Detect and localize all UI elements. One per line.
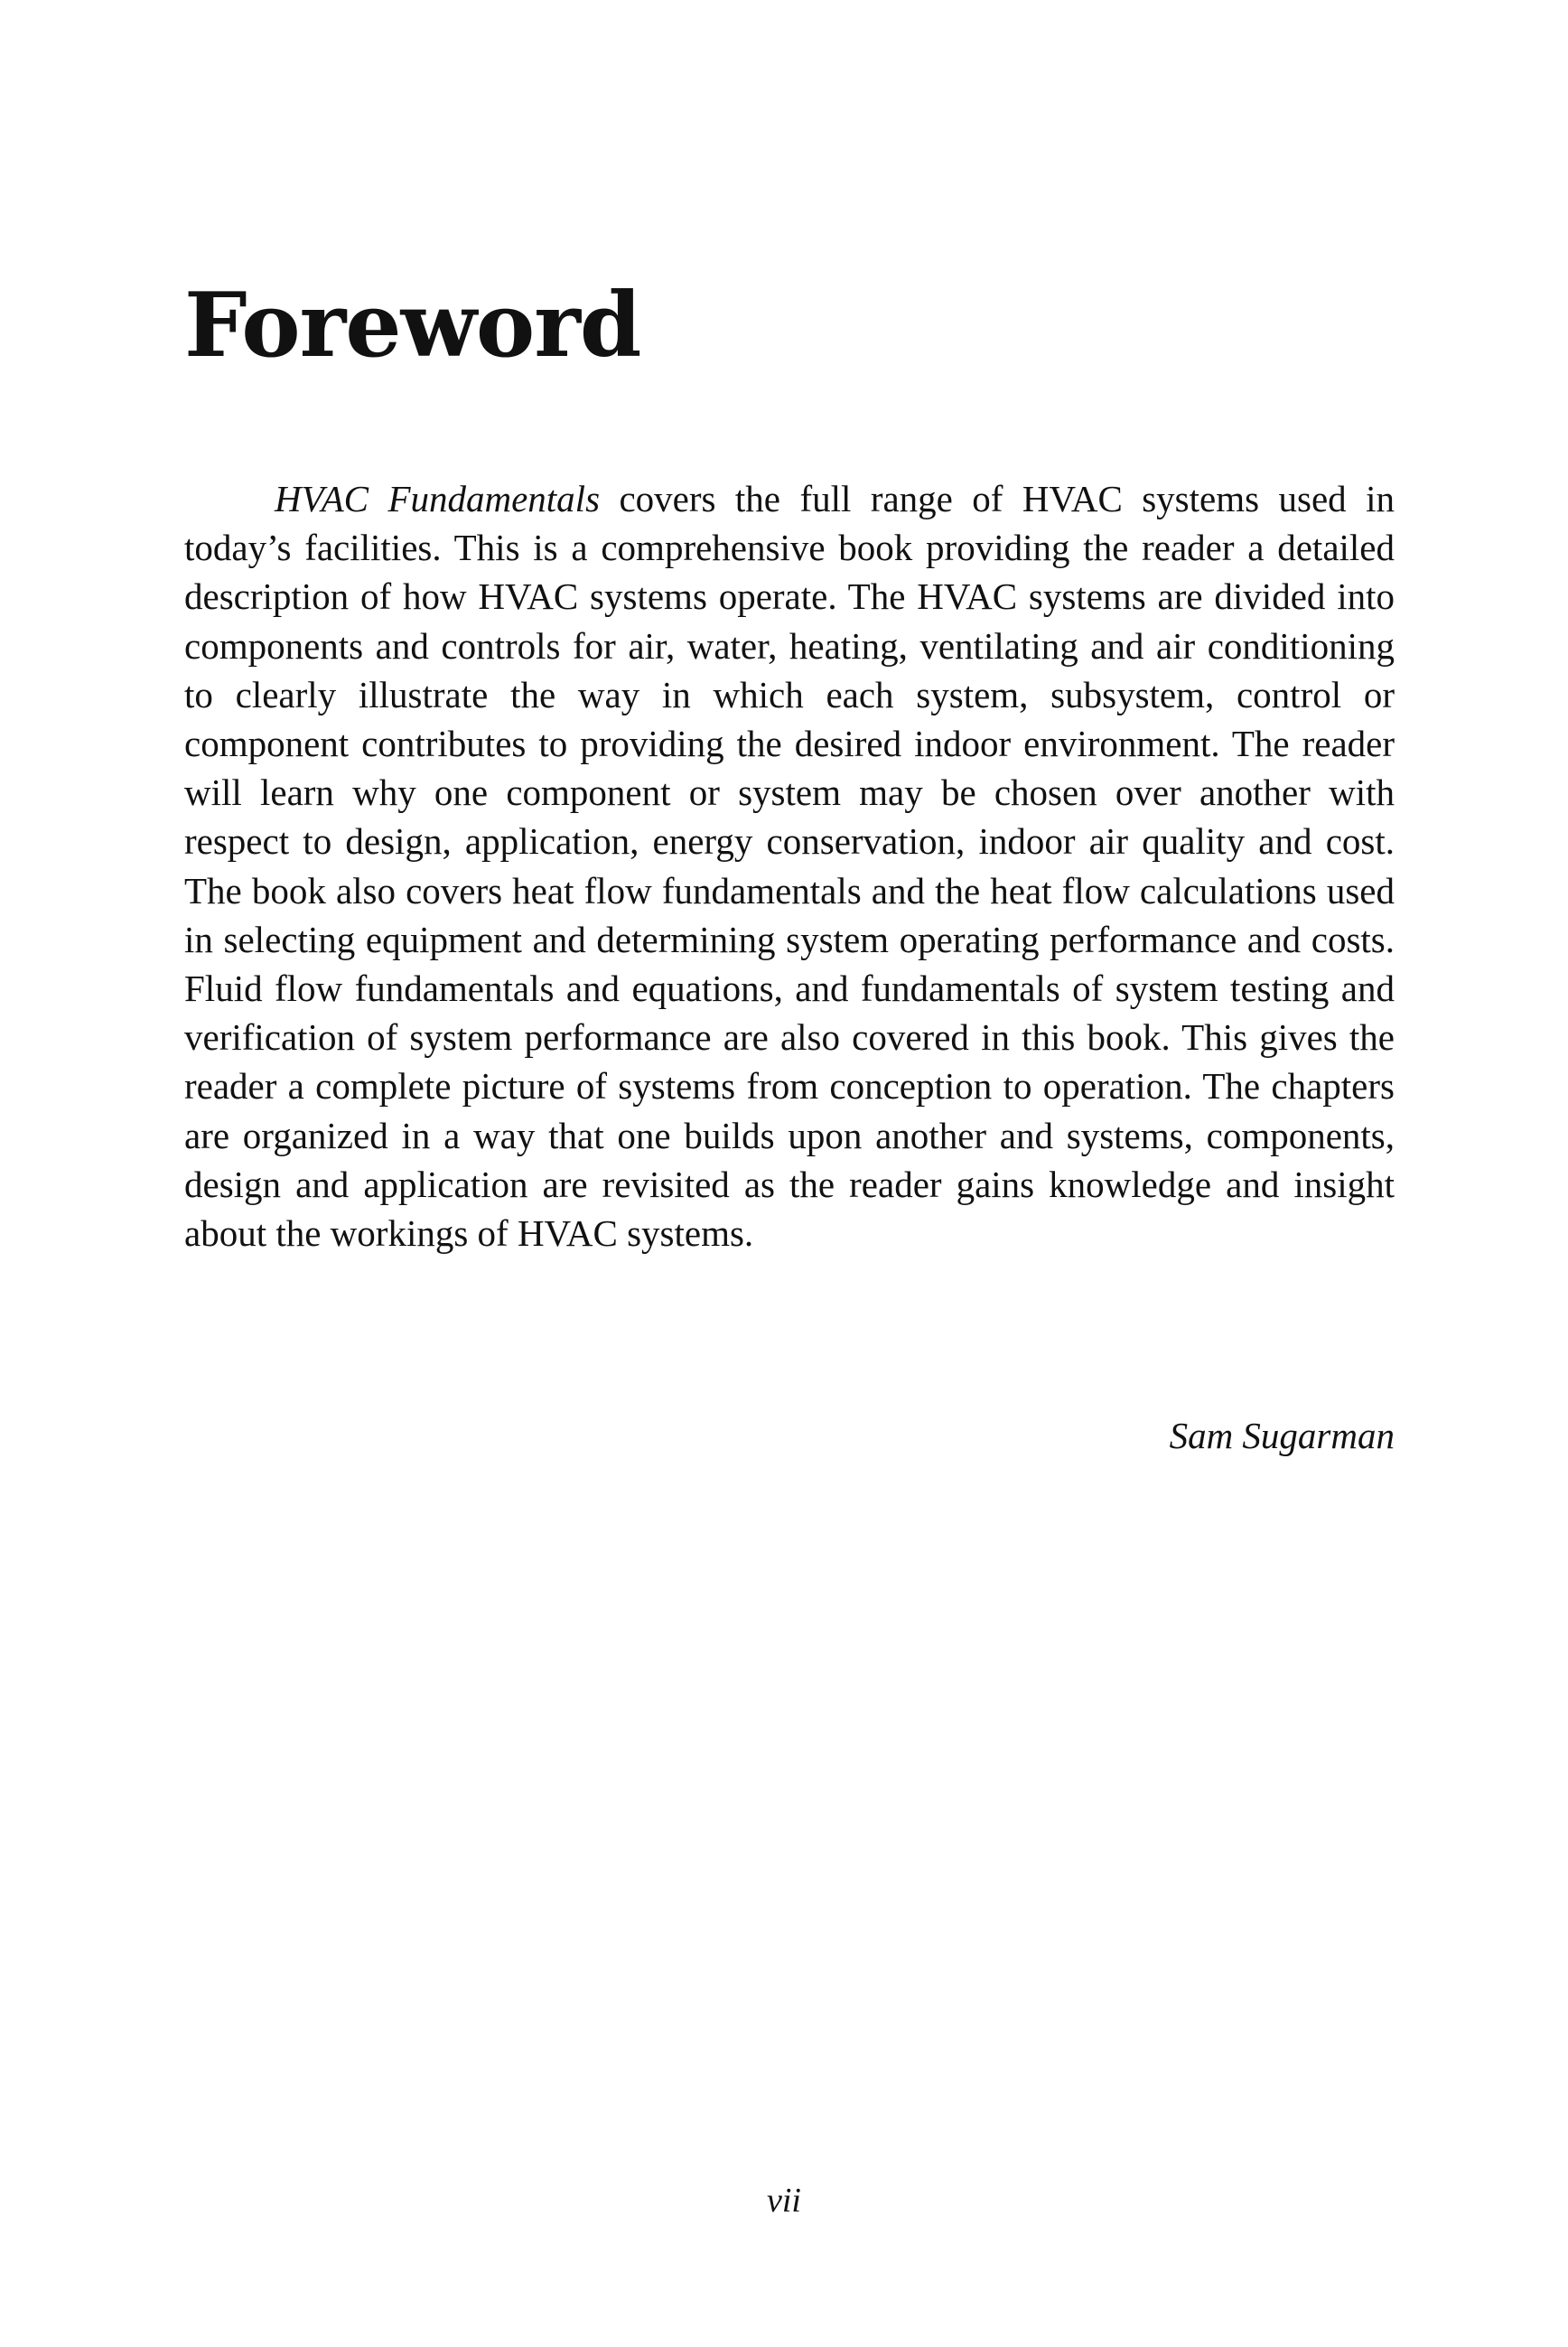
author-signature: Sam Sugarman [1169,1415,1395,1456]
page-title: Foreword [184,274,641,378]
paragraph-text: covers the full range of HVAC systems used in today’s facilities. This is a comprehensive book providing the reader a detailed description of how HVAC systems operate. The HVAC systems are divided into components and controls for air, water, heating, ventilating and air conditioning to clearly illustrate the way in which each system, subsystem, control or component contributes to providing the desired indoor environment. The reader will learn why one component or system may be chosen over another with respect to design, application, energy conservation, indoor air quality and cost. The book also covers heat flow fundamentals and the heat flow calculations used in selecting equipment and determining system operating performance and costs. Fluid flow fundamentals and equations, and fundamentals of system testing and verification of system performance are also covered in this book. This gives the reader a complete picture of systems from conception to operation. The chapters are organized in a way that one builds upon another and systems, components, design and application are revisited as the reader gains knowledge and insight about the workings of HVAC systems. [184,478,1395,1255]
page-number: vii [767,2182,801,2220]
foreword-paragraph [184,474,1395,1258]
book-title: HVAC Fundamentals [275,478,601,519]
